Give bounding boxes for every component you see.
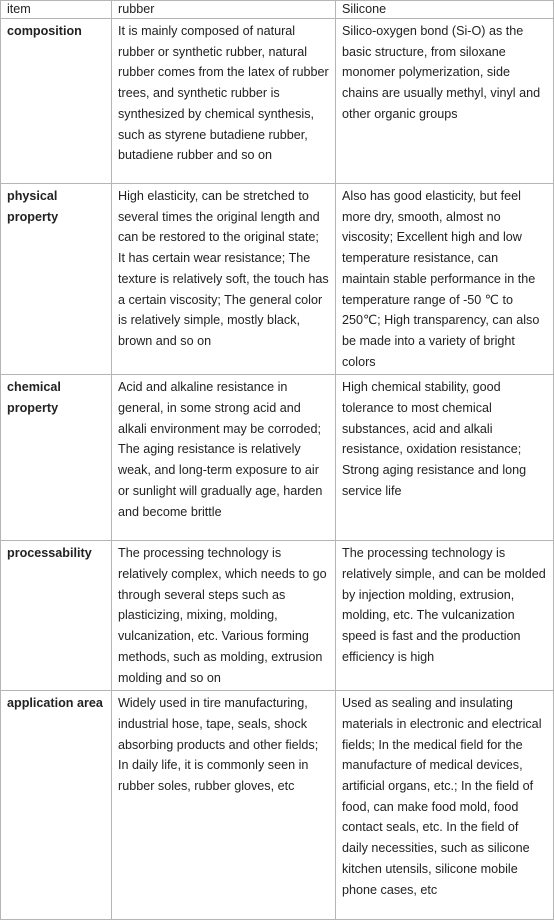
row-label: chemical property	[1, 375, 112, 541]
row-label: application area	[1, 691, 112, 920]
silicone-cell: High chemical stability, good tolerance to most chemical substances, acid and alkali resistance, oxidation resistance; Strong aging resistance and long service life	[336, 375, 554, 541]
row-label: processability	[1, 541, 112, 691]
silicone-cell: Silico-oxygen bond (Si-O) as the basic structure, from siloxane monomer polymerization, side chains are usually methyl, vinyl and other organic groups	[336, 19, 554, 184]
table-row	[1, 541, 554, 691]
row-label: composition	[1, 19, 112, 184]
row-label: physical property	[1, 184, 112, 375]
header-rubber: rubber	[112, 1, 336, 19]
rubber-cell: Widely used in tire manufacturing, industrial hose, tape, seals, shock absorbing products and other fields; In daily life, it is commonly seen in rubber soles, rubber gloves, etc	[112, 691, 336, 920]
header-row	[1, 1, 554, 19]
rubber-cell: High elasticity, can be stretched to several times the original length and can be restored to the original state; It has certain wear resistance; The texture is relatively soft, the touch has a certain viscosity; The general color is relatively simple, mostly black, brown and so on	[112, 184, 336, 375]
header-silicone: Silicone	[336, 1, 554, 19]
table-row	[1, 19, 554, 184]
silicone-cell: Used as sealing and insulating materials in electronic and electrical fields; In the medical field for the manufacture of medical devices, artificial organs, etc.; In the field of food, can make food mold, food contact seals, etc. In the field of daily necessities, such as silicone kitchen utensils, silicone mobile phone cases, etc	[336, 691, 554, 920]
silicone-cell: Also has good elasticity, but feel more dry, smooth, almost no viscosity; Excellent high and low temperature resistance, can maintain stable performance in the temperature range of -50 ℃ to 250℃; High transparency, can also be made into a variety of bright colors	[336, 184, 554, 375]
header-item: item	[1, 1, 112, 19]
silicone-cell: The processing technology is relatively simple, and can be molded by injection molding, extrusion, molding, etc. The vulcanization speed is fast and the production efficiency is high	[336, 541, 554, 691]
table-row	[1, 375, 554, 541]
table-row	[1, 691, 554, 920]
rubber-cell: Acid and alkaline resistance in general, in some strong acid and alkali environment may be corroded; The aging resistance is relatively weak, and long-term exposure to air or sunlight will gradually age, harden and become brittle	[112, 375, 336, 541]
rubber-cell: It is mainly composed of natural rubber or synthetic rubber, natural rubber comes from the latex of rubber trees, and synthetic rubber is synthesized by chemical synthesis, such as styrene butadiene rubber, butadiene rubber and so on	[112, 19, 336, 184]
table-row	[1, 184, 554, 375]
rubber-cell: The processing technology is relatively complex, which needs to go through several steps such as plasticizing, mixing, molding, vulcanization, etc. Various forming methods, such as molding, extrusion molding and so on	[112, 541, 336, 691]
